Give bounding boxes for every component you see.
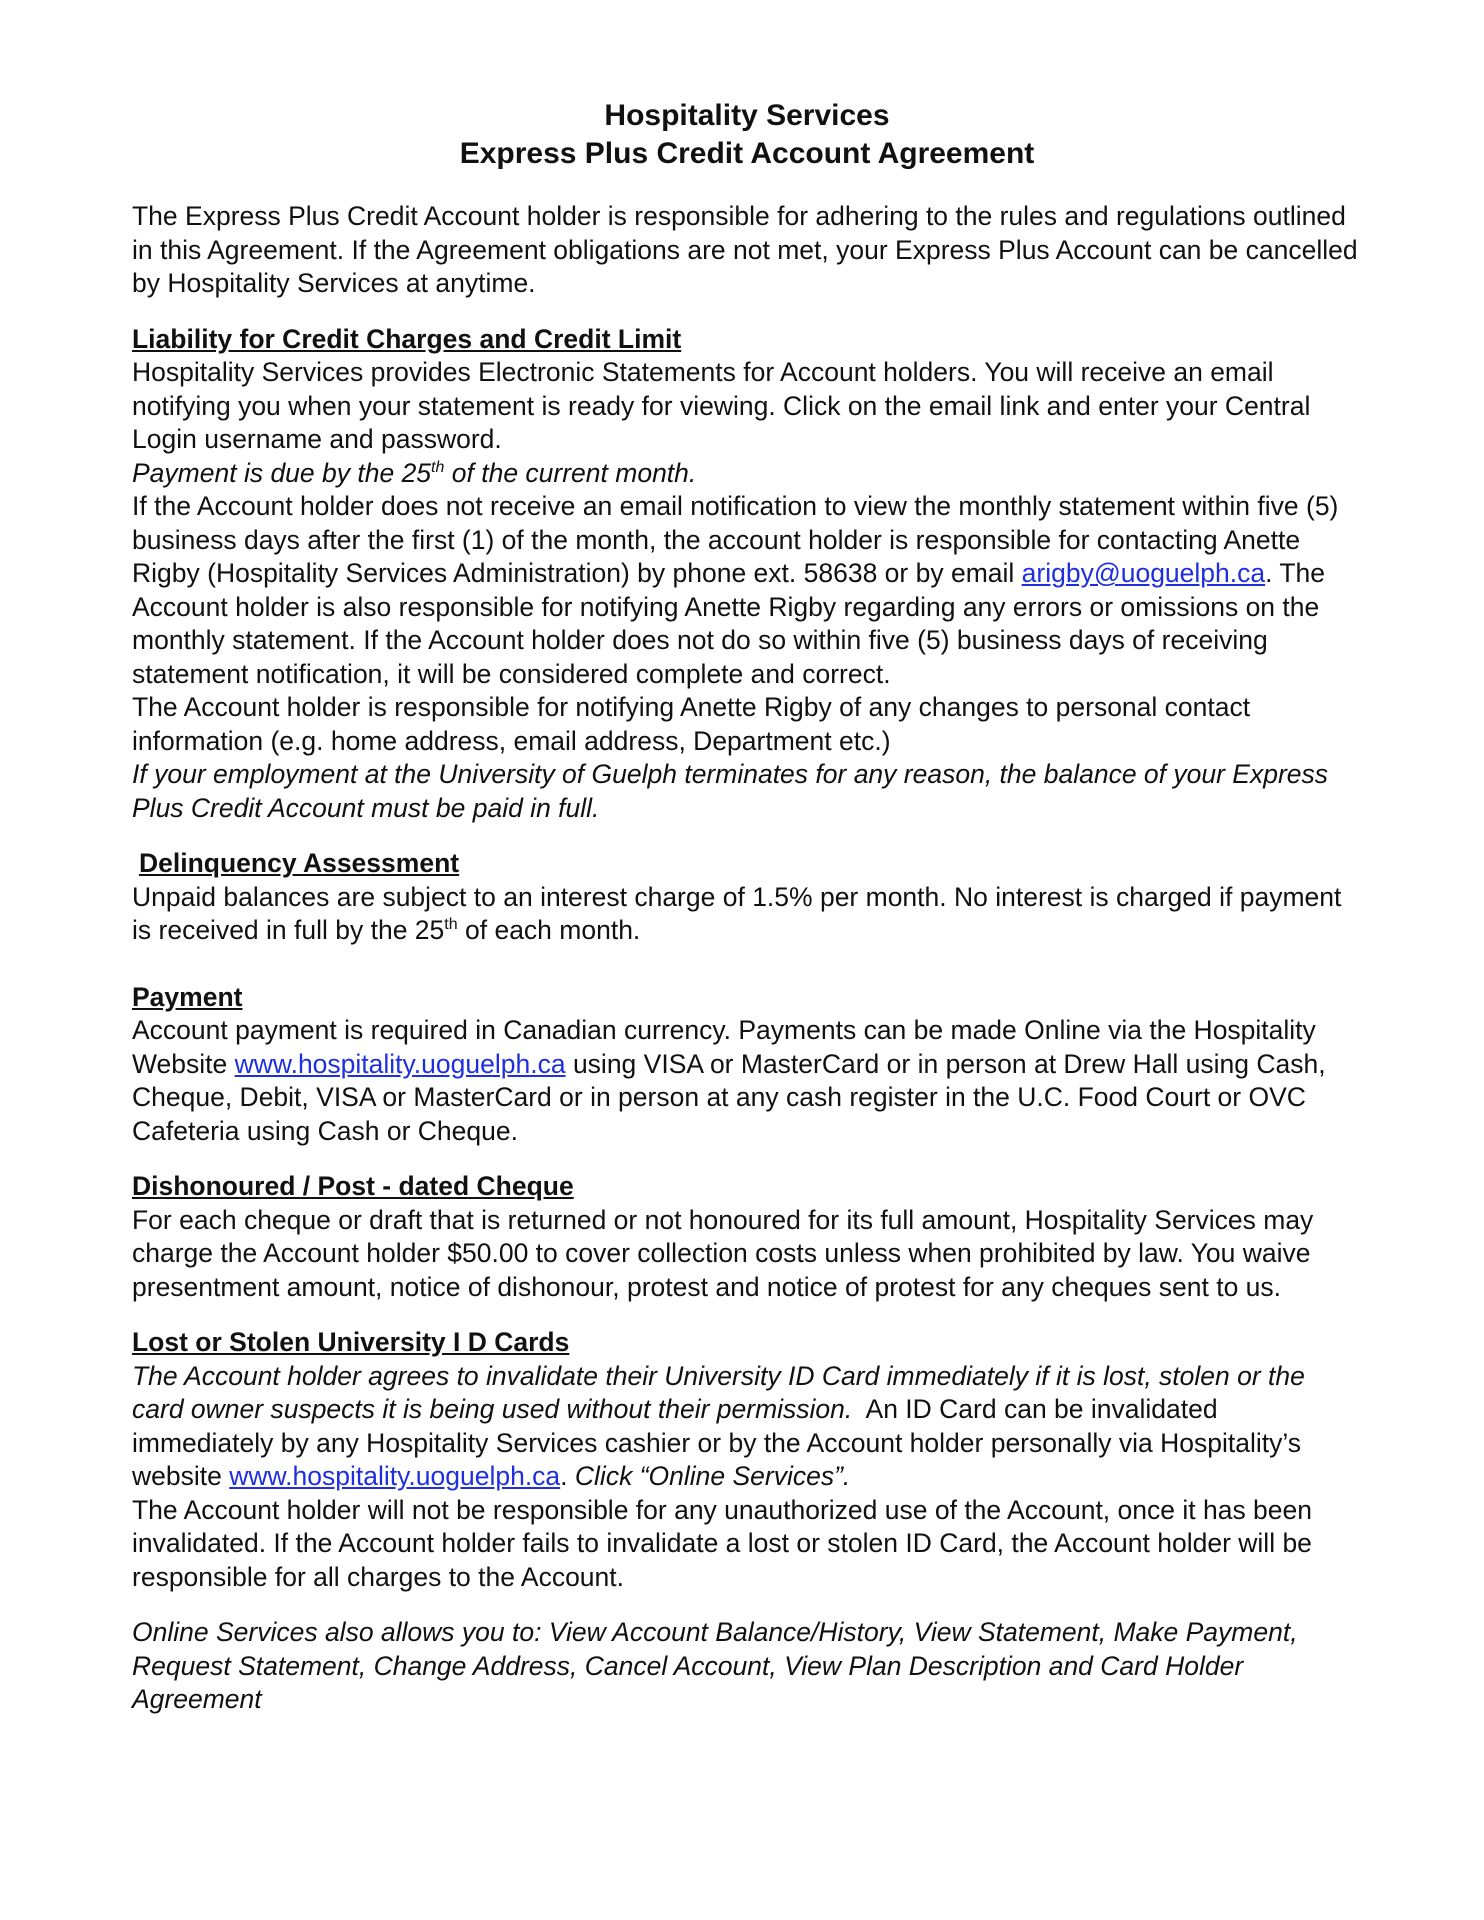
heading-dishonoured: Dishonoured / Post - dated Cheque: [132, 1171, 574, 1201]
online-services-paragraph: Online Services also allows you to: View Account Balance/History, View Statement, Make Payment, Request Statement, Change Address, Cancel Account, View Plan Description and Card Holder Agreement: [132, 1617, 1298, 1714]
payment-paragraph: Account payment is required in Canadian currency. Payments can be made Online via the Hospitality Website www.hospitality.uoguelph.ca using VISA or MasterCard or in person at Drew Hall using Cash, Cheque, Debit, VISA or MasterCard or in person at any cash register in the U.C. Food Court or OVC Cafeteria using Cash or Cheque.: [132, 1015, 1326, 1146]
hospitality-website-link-2[interactable]: www.hospitality.uoguelph.ca: [229, 1461, 561, 1491]
section-delinquency: [132, 847, 1362, 948]
liability-statements-paragraph: Hospitality Services provides Electronic Statements for Account holders. You will receive an email notifying you when your statement is ready for viewing. Click on the email link and enter your Central Login username and password.: [132, 357, 1311, 454]
hospitality-website-link[interactable]: www.hospitality.uoguelph.ca: [234, 1048, 566, 1079]
liability-notification-paragraph: If the Account holder does not receive an email notification to view the monthly statement within five (5) business days after the first (1) of the month, the account holder is responsible for contacting Anette Rigby (Hospitality Services Administration) by phone ext. 58638 or by email arigby@uoguelph.ca. The Account holder is also responsible for notifying Anette Rigby regarding any errors or omissions on the monthly statement. If the Account holder does not do so within five (5) business days of receiving statement notification, it will be considered complete and correct.: [132, 491, 1339, 689]
dishonoured-paragraph: For each cheque or draft that is returned or not honoured for its full amount, Hospitality Services may charge the Account holder $50.00 to cover collection costs unless when prohibited by law. You waive presentment amount, notice of dishonour, protest and notice of protest for any cheques sent to us.: [132, 1204, 1314, 1302]
lost-stolen-paragraph: The Account holder agrees to invalidate their University ID Card immediately if it is lost, stolen or the card owner suspects it is being used without their permission. An ID Card can be invalidated immediately by any Hospitality Services cashier or by the Account holder personally via Hospitality’s website www.hospitality.uoguelph.ca. Click “Online Services”.: [132, 1360, 1309, 1491]
heading-lost-stolen: Lost or Stolen University I D Cards: [132, 1327, 570, 1357]
title-line-1: Hospitality Services: [604, 99, 890, 132]
delinquency-paragraph: Unpaid balances are subject to an interest charge of 1.5% per month. No interest is charged if payment is received in full by the 25th of each month.: [132, 881, 1342, 945]
liability-employment-paragraph: If your employment at the University of Guelph terminates for any reason, the balance of your Express Plus Credit Account must be paid in full.: [132, 759, 1329, 823]
heading-payment: Payment: [132, 981, 243, 1012]
section-dishonoured: [132, 1170, 1362, 1304]
section-liability: [132, 323, 1362, 826]
liability-contact-paragraph: The Account holder is responsible for notifying Anette Rigby of any changes to personal contact information (e.g. home address, email address, Department etc.): [132, 692, 1251, 756]
section-lost-stolen: [132, 1326, 1362, 1594]
email-link[interactable]: arigby@uoguelph.ca: [1021, 558, 1266, 588]
lost-stolen-liability-paragraph: The Account holder will not be responsible for any unauthorized use of the Account, once it has been invalidated. If the Account holder fails to invalidate a lost or stolen ID Card, the Account holder will be responsible for all charges to the Account.: [132, 1494, 1313, 1592]
intro-paragraph: The Express Plus Credit Account holder is responsible for adhering to the rules and regulations outlined in this Agreement. If the Agreement obligations are not met, your Express Plus Account can be cancelled by Hospitality Services at anytime.: [132, 201, 1358, 298]
heading-delinquency: Delinquency Assessment: [139, 848, 460, 878]
title-line-2: Express Plus Credit Account Agreement: [459, 137, 1035, 170]
section-payment: [132, 981, 1362, 1149]
document-page: [132, 97, 1362, 1717]
document-title: [132, 97, 1362, 173]
payment-due-line: Payment is due by the 25th of the current month.: [132, 457, 697, 488]
heading-liability: Liability for Credit Charges and Credit Limit: [132, 323, 682, 354]
